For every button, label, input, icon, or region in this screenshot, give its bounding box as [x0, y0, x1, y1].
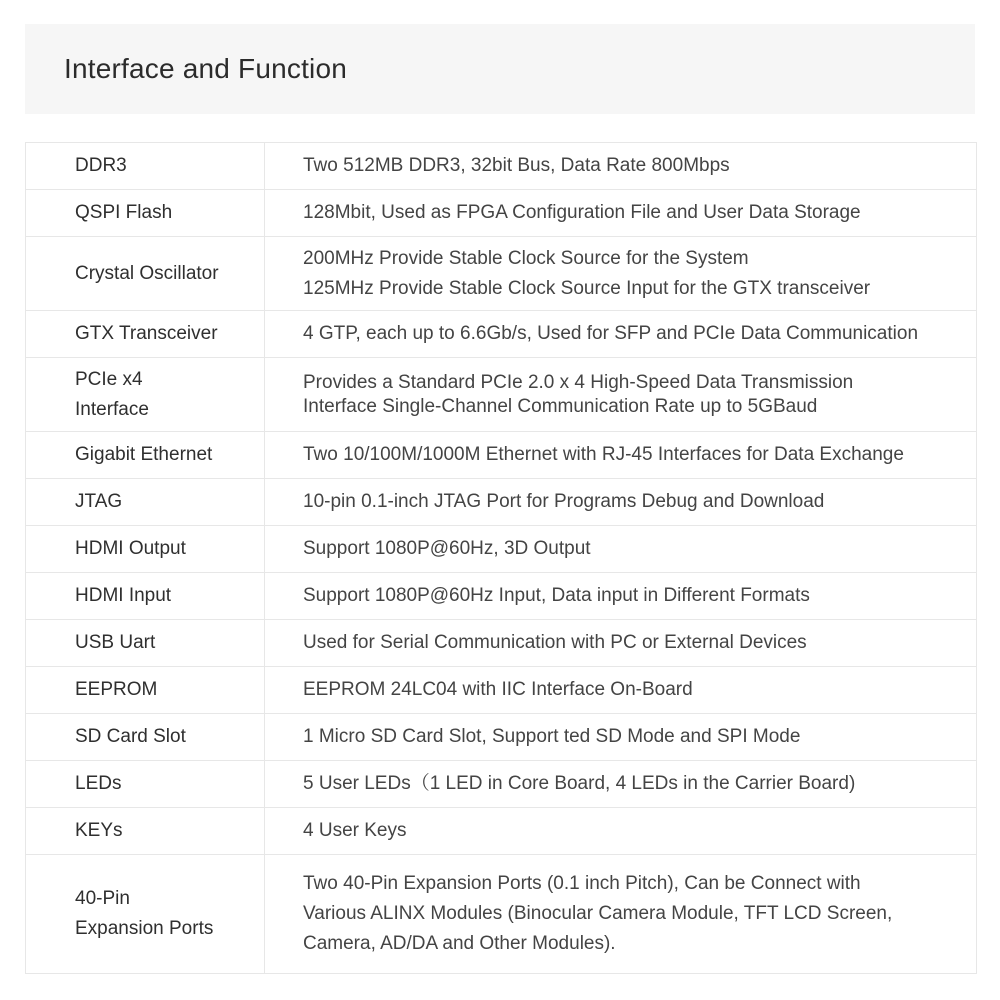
row-label	[26, 311, 265, 357]
row-label	[26, 190, 265, 236]
row-label-line: 40-Pin	[75, 888, 130, 909]
row-label	[26, 620, 265, 666]
row-label	[26, 573, 265, 619]
row-label-line: Crystal Oscillator	[75, 262, 219, 284]
row-label-line: EEPROM	[75, 679, 158, 700]
table-row	[26, 761, 976, 808]
row-value	[265, 667, 976, 713]
row-value-line: 1 Micro SD Card Slot, Support ted SD Mode and SPI Mode	[303, 726, 801, 747]
row-value-line: 5 User LEDs（1 LED in Core Board, 4 LEDs in the Carrier Board)	[303, 773, 856, 794]
row-label	[26, 479, 265, 525]
table-row	[26, 311, 976, 358]
row-value-line: Camera, AD/DA and Other Modules).	[303, 933, 616, 954]
row-label-line: HDMI Input	[75, 585, 172, 606]
table-row	[26, 573, 976, 620]
row-value	[265, 311, 976, 357]
row-label-line: GTX Transceiver	[75, 323, 218, 344]
row-label	[26, 855, 265, 973]
spec-table	[25, 142, 977, 974]
row-label	[26, 358, 265, 431]
row-value	[265, 190, 976, 236]
row-label-line: KEYs	[75, 820, 123, 841]
row-label-line: Gigabit Ethernet	[75, 444, 213, 465]
row-label-line: PCIe x4	[75, 368, 143, 390]
row-value	[265, 479, 976, 525]
table-row	[26, 667, 976, 714]
table-row	[26, 479, 976, 526]
row-value	[265, 432, 976, 478]
row-value	[265, 573, 976, 619]
row-label	[26, 432, 265, 478]
row-label-line: DDR3	[75, 155, 127, 176]
row-value-line: Two 10/100M/1000M Ethernet with RJ-45 Interfaces for Data Exchange	[303, 444, 904, 465]
row-value	[265, 143, 976, 189]
section-header	[25, 24, 975, 114]
row-value	[265, 855, 976, 973]
table-row	[26, 190, 976, 237]
row-value-line: Provides a Standard PCIe 2.0 x 4 High-Speed Data Transmission	[303, 371, 854, 393]
row-value	[265, 526, 976, 572]
row-value	[265, 714, 976, 760]
row-value-line: 125MHz Provide Stable Clock Source Input for the GTX transceiver	[303, 277, 871, 299]
row-value-line: Two 40-Pin Expansion Ports (0.1 inch Pitch), Can be Connect with	[303, 873, 861, 894]
row-value	[265, 761, 976, 807]
row-value-line: Interface Single-Channel Communication Rate up to 5GBaud	[303, 395, 818, 417]
row-label	[26, 714, 265, 760]
row-value-line: 4 User Keys	[303, 820, 407, 841]
table-row	[26, 432, 976, 479]
row-label	[26, 808, 265, 854]
row-value-line: 200MHz Provide Stable Clock Source for the System	[303, 247, 749, 269]
row-value-line: Support 1080P@60Hz Input, Data input in Different Formats	[303, 585, 810, 606]
row-value-line: Two 512MB DDR3, 32bit Bus, Data Rate 800Mbps	[303, 155, 730, 176]
row-label-line: Expansion Ports	[75, 918, 214, 939]
row-label-line: QSPI Flash	[75, 202, 173, 223]
row-label	[26, 526, 265, 572]
table-row	[26, 714, 976, 761]
row-label-line: JTAG	[75, 491, 123, 512]
row-label	[26, 761, 265, 807]
page-title: Interface and Function	[64, 53, 348, 84]
row-label-line: USB Uart	[75, 632, 156, 653]
row-label-line: HDMI Output	[75, 538, 186, 559]
row-value	[265, 808, 976, 854]
table-row	[26, 358, 976, 432]
table-row	[26, 143, 976, 190]
table-row	[26, 526, 976, 573]
row-value-line: Used for Serial Communication with PC or External Devices	[303, 632, 807, 653]
row-label	[26, 143, 265, 189]
row-value-line: 128Mbit, Used as FPGA Configuration File and User Data Storage	[303, 202, 861, 223]
row-value	[265, 237, 976, 310]
row-value-line: Support 1080P@60Hz, 3D Output	[303, 538, 591, 559]
row-value-line: EEPROM 24LC04 with IIC Interface On-Board	[303, 679, 693, 700]
row-label-line: Interface	[75, 398, 149, 420]
row-value-line: 4 GTP, each up to 6.6Gb/s, Used for SFP and PCIe Data Communication	[303, 323, 919, 344]
table-row	[26, 620, 976, 667]
table-row	[26, 855, 976, 974]
row-label	[26, 237, 265, 310]
table-row	[26, 808, 976, 855]
row-label-line: LEDs	[75, 773, 122, 794]
row-label-line: SD Card Slot	[75, 726, 186, 747]
row-value	[265, 358, 976, 431]
row-value-line: Various ALINX Modules (Binocular Camera Module, TFT LCD Screen,	[303, 903, 893, 924]
row-value	[265, 620, 976, 666]
table-row	[26, 237, 976, 311]
row-value-line: 10-pin 0.1-inch JTAG Port for Programs Debug and Download	[303, 491, 825, 512]
row-label	[26, 667, 265, 713]
